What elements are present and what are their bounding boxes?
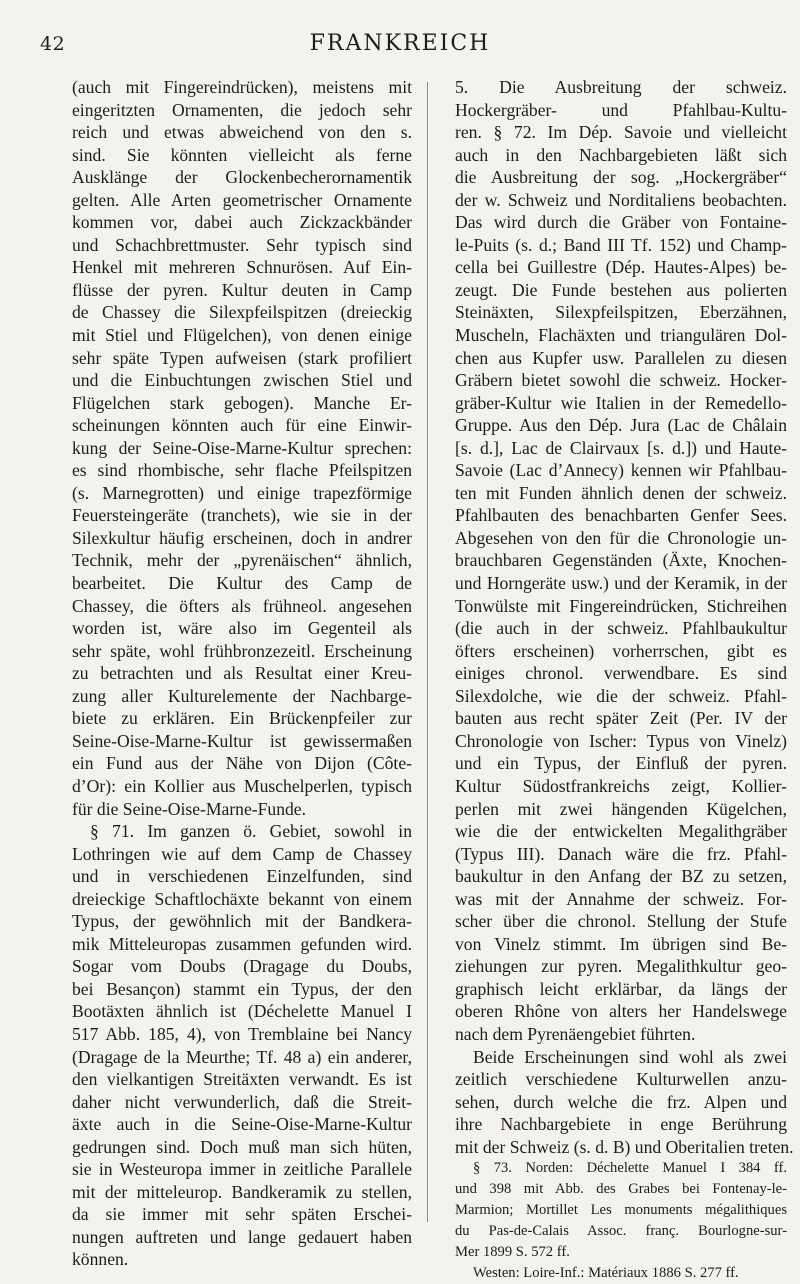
left-column-text-line: mit Stiel und Flügelchen), von denen einige [72,325,412,346]
left-column-text-line: Henkel mit mehreren Schnurösen. Auf Ein- [72,257,412,278]
right-column-text-line: cella bei Guillestre (Dép. Hautes-Alpes) be- [455,257,787,278]
left-column-text-line: Flügelchen stark gebogen). Manche Er- [72,392,412,413]
right-column-text-line: ten mit Funden ähnlich denen der schweiz. [455,482,787,503]
right-column-text-line: Gräbern bietet sowohl die schweiz. Hocker- [455,370,787,391]
left-column-text-line: 517 Abb. 185, 4), von Tremblaine bei Nancy [72,1023,412,1044]
footnote-line: § 73. Norden: Déchelette Manuel I 384 ff. [473,1160,787,1177]
left-column-text-line: scheinungen könnten auch für eine Einwir- [72,415,412,436]
right-column-text-line: einiges chronol. verwendbare. Es sind [455,663,787,684]
right-column-text-line: Gruppe. Aus den Dép. Jura (Lac de Châlain [455,415,787,436]
right-column [455,76,794,1284]
right-column-text-line: scher über die chronol. Stellung der Stufe [455,911,787,932]
left-column-text-line: mit der mitteleurop. Bandkeramik zu stellen, [72,1181,412,1202]
right-column-text-line: die Ausbreitung der sog. „Hockergräber“ [455,167,787,188]
left-column-text-line: sind. Sie könnten vielleicht als ferne [72,144,412,165]
left-column-text-line: ein Fund aus der Nähe von Dijon (Côte- [72,753,412,774]
left-column-text-line: da sie immer mit sehr späten Erschei- [72,1204,412,1225]
left-column-text-line: (auch mit Fingereindrücken), meistens mit [72,77,412,97]
right-column-text-line: von Vinelz stimmt. Im übrigen sind Be- [455,933,787,954]
left-column [72,76,412,1271]
left-column-text-line: Technik, mehr der „pyrenäischen“ ähnlich, [72,550,412,571]
right-column-text-line: baukultur in den Anfang der BZ zu setzen, [455,866,787,887]
right-column-text-line: oberen Rhône von alters her Handelswege [455,1001,787,1022]
left-column-text-line: für die Seine-Oise-Marne-Funde. [72,798,307,819]
left-column-text-line: sehr späte, wohl frühbronzezeitl. Erscheinung [72,640,412,661]
left-column-text-line: gelten. Alle Arten geometrischer Ornamente [72,189,412,210]
left-column-text-line: kommen vor, dabei auch Zickzackbänder [72,212,412,233]
right-column-text-line: bauten aus recht später Zeit (Per. IV der [455,708,787,729]
right-column-text-line: Das wird durch die Gräber von Fontaine- [455,212,787,233]
left-column-text-line: daher nicht verwunderlich, daß die Streit- [72,1091,412,1112]
right-column-text-line: Hockergräber- und Pfahlbau-Kultu- [455,99,787,120]
right-column-text-line: le-Puits (s. d.; Band III Tf. 152) und Champ- [455,234,787,255]
right-column-text-line: graphisch leicht erklärbar, da längs der [455,978,787,999]
right-column-text-line: zeitlich verschiedene Kulturwellen anzu- [455,1069,787,1090]
left-column-text-line: bearbeitet. Die Kultur des Camp de [72,573,412,594]
left-column-text-line: zung aller Kulturelemente der Nachbarge- [72,685,412,706]
right-column-text-line: mit der Schweiz (s. d. B) und Oberitalien treten. [455,1136,794,1157]
right-column-text-line: sehen, durch welche die frz. Alpen und [455,1091,787,1112]
left-column-text-line: § 71. Im ganzen ö. Gebiet, sowohl in [90,821,412,842]
right-column-text-line: 5. Die Ausbreitung der schweiz. [455,77,787,97]
right-column-text-line: nach dem Pyrenäengebiet führten. [455,1023,696,1044]
left-column-text-line: und Schachbrettmuster. Sehr typisch sind [72,234,412,255]
left-column-text-line: (Dragage de la Meurthe; Tf. 48 a) ein anderer, [72,1046,412,1067]
left-column-text-line: zu betrachten und als Resultat einer Kreu- [72,663,412,684]
right-column-text-line: zeugt. Die Funde bestehen aus polierten [455,279,787,300]
right-column-text-line: ziehungen zur pyren. Megalithkultur geo- [455,956,787,977]
left-column-text-line: Seine-Oise-Marne-Kultur ist gewissermaßen [72,730,412,751]
left-column-text-line: den vielkantigen Streitäxten verwandt. Es ist [72,1069,412,1090]
left-column-text-line: biete zu erklären. Ein Brückenpfeiler zur [72,708,412,729]
right-column-text-line: Beide Erscheinungen sind wohl als zwei [473,1046,787,1067]
left-column-text-line: Typus, der gewöhnlich mit der Bandkera- [72,911,412,932]
right-column-text-line: Kultur Südostfrankreichs zeigt, Kollier- [455,775,787,796]
right-column-text-line: Muscheln, Flachäxten und triangulären Dol- [455,325,787,346]
left-column-text-line: mik Mitteleuropas zusammen gefunden wird. [72,933,412,954]
left-column-text-line: Bootäxten ähnlich ist (Déchelette Manuel I [72,1001,412,1022]
right-column-text-line: Chronologie von Ischer: Typus von Vinelz) [455,730,787,751]
left-column-text-line: Silexkultur häufig erscheinen, doch in andrer [72,527,412,548]
right-column-text-line: öfters erscheinen) vorherrschen, gibt es [455,640,787,661]
right-column-text-line: ihre Nachbargebiete in enge Berührung [455,1114,787,1135]
right-column-text-line: chen aus Kupfer usw. Parallelen zu diesen [455,347,787,368]
left-column-text-line: und die Einbuchtungen zwischen Stiel und [72,370,412,391]
footnote-line: und 398 mit Abb. des Grabes bei Fontenay-le- [455,1181,787,1198]
right-column-text-line: auch in den Nachbargebieten läßt sich [455,144,787,165]
right-column-text-line: ren. § 72. Im Dép. Savoie und vielleicht [455,122,787,143]
right-column-text-line: Savoie (Lac d’Annecy) kennen wir Pfahlbau- [455,460,787,481]
left-column-text-line: Ausklänge der Glockenbecherornamentik [72,167,412,188]
running-head: FRANKREICH [309,31,491,56]
footnote-line: Marmion; Mortillet Les monuments mégalithiques [455,1202,787,1219]
right-column-text-line: und ein Typus, der Einfluß der pyren. [455,753,787,774]
left-column-text-line: nungen auftreten und lange gedauert haben [72,1226,412,1247]
right-column-text-line: brauchbaren Gegenständen (Äxte, Knochen- [455,550,787,571]
left-column-text-line: Chassey, die öfters als frühneol. angesehen [72,595,412,616]
left-column-text-line: sie in Westeuropa immer in zeitliche Parallele [72,1159,412,1180]
left-column-text-line: dreieckige Schaftlochäxte bekannt von einem [72,888,412,909]
left-column-text-line: und in verschiedenen Einzelfunden, sind [72,866,412,887]
right-column-text-line: was mit der Annahme der schweiz. For- [455,888,787,909]
left-column-text-line: kung der Seine-Oise-Marne-Kultur sprechen: [72,437,412,458]
footnote-line: du Pas-de-Calais Assoc. franç. Bourlogne-sur- [455,1223,787,1240]
left-column-text-line: können. [72,1249,129,1270]
left-column-text-line: gedrungen sind. Doch muß man sich hüten, [72,1136,412,1157]
left-column-text-line: es sind rhombische, sehr flache Pfeilspitzen [72,460,412,481]
right-column-text-line: der w. Schweiz und Norditaliens beobachten. [455,189,787,210]
left-column-text-line: Lothringen wie auf dem Camp de Chassey [72,843,412,864]
footnote-line: Mer 1899 S. 572 ff. [455,1244,570,1261]
right-column-text-line: wie die der entwickelten Megalithgräber [455,821,787,842]
right-column-text-line: Abgesehen von den für die Chronologie un- [455,527,787,548]
right-column-text-line: Steinäxten, Silexpfeilspitzen, Eberzähnen, [455,302,787,323]
footnote-line: Westen: Loire-Inf.: Matériaux 1886 S. 277 ff. [473,1265,739,1282]
right-column-text-line: (Typus III). Danach wäre die frz. Pfahl- [455,843,787,864]
left-column-text-line: d’Or): ein Kollier aus Muschelperlen, typisch [72,775,412,796]
right-column-text-line: [s. d.], Lac de Clairvaux [s. d.]) und Haute- [455,437,787,458]
left-column-text-line: worden ist, wäre also im Gegenteil als [72,618,412,639]
right-column-text-line: Pfahlbauten des benachbarten Genfer Sees. [455,505,787,526]
right-column-text-line: (die auch in der schweiz. Pfahlbaukultur [455,618,787,639]
right-column-text-line: perlen mit zwei hängenden Kügelchen, [455,798,787,819]
right-column-text-line: und Horngeräte usw.) und der Keramik, in der [455,573,787,594]
left-column-text-line: flüsse der pyren. Kultur deuten in Camp [72,279,412,300]
left-column-text-line: äxte auch in die Seine-Oise-Marne-Kultur [72,1114,412,1135]
left-column-text-line: Feuersteingeräte (tranchets), wie sie in der [72,505,412,526]
left-column-text-line: bei Besançon) stammt ein Typus, der den [72,978,412,999]
left-column-text-line: (s. Marnegrotten) und einige trapezförmige [72,482,412,503]
left-column-text-line: reich und etwas abweichend von den s. [72,122,412,143]
right-column-text-line: Tonwülste mit Fingereindrücken, Stichreihen [455,595,787,616]
left-column-text-line: eingeritzten Ornamenten, die jedoch sehr [72,99,412,120]
right-column-text-line: gräber-Kultur wie Italien in der Remedello- [455,392,787,413]
right-column-text-line: Silexdolche, wie die der schweiz. Pfahl- [455,685,787,706]
page-number: 42 [40,33,66,55]
left-column-text-line: sehr späte Typen aufweisen (stark profiliert [72,347,412,368]
column-divider [427,82,428,1222]
left-column-text-line: Sogar vom Doubs (Dragage du Doubs, [72,956,412,977]
left-column-text-line: de Chassey die Silexpfeilspitzen (dreieckig [72,302,412,323]
